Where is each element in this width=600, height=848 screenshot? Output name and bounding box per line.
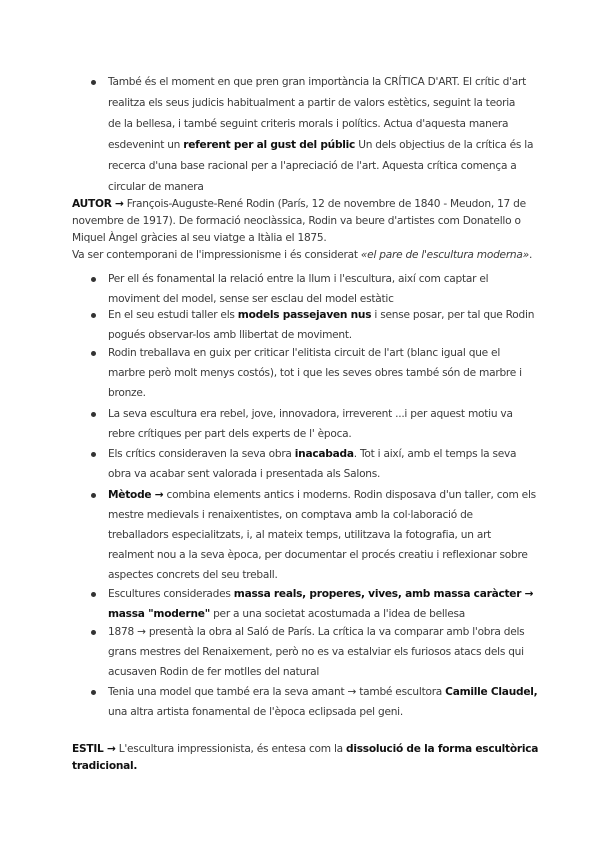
text-line: rebre crítiques per part dels experts de l' època. <box>108 428 352 440</box>
text-line: Rodin treballava en guix per criticar l'elitista circuit de l'art (blanc igual que el <box>108 347 501 359</box>
bullet-dot <box>91 412 96 417</box>
text-line: una altra artista fonamental de l'època eclipsada pel geni. <box>108 706 403 718</box>
text-line: mestre medievals i renaixentistes, on comptava amb la col·laboració de <box>108 509 473 521</box>
text-line: També és el moment en que pren gran importància la CRÍTICA D'ART. El crític d'art <box>108 76 527 88</box>
bold-term: Camille Claudel, <box>445 686 538 698</box>
bullet-dot <box>91 630 96 635</box>
text-line: treballadors especialitzats, i, al mateix temps, utilitzava la fotografia, un art <box>108 529 492 541</box>
text-line: La seva escultura era rebel, jove, innovadora, irreverent ...i per aquest motiu va <box>108 408 513 420</box>
text-line: Els crítics consideraven la seva obra inacabada. Tot i així, amb el temps la seva <box>108 448 517 460</box>
text-line: massa "moderne" per a una societat acostumada a l'idea de bellesa <box>108 608 466 620</box>
text-line: En el seu estudi taller els models passejaven nus i sense posar, per tal que Rodin <box>108 309 535 321</box>
italic-quote: «el pare de l'escultura moderna» <box>360 249 529 261</box>
bold-term: dissolució de la forma escultòrica <box>346 743 539 755</box>
text-line: aspectes concrets del seu treball. <box>108 569 278 581</box>
text-line: circular de manera <box>108 181 204 193</box>
estil-label: ESTIL → <box>72 743 116 755</box>
bullet-dot <box>91 592 96 597</box>
text-line: Va ser contemporani de l'impressionisme i és considerat «el pare de l'escultura moderna». <box>72 249 533 261</box>
text-line: AUTOR → François-Auguste-René Rodin (París, 12 de novembre de 1840 - Meudon, 17 de <box>72 198 526 210</box>
text-line: ESTIL → L'escultura impressionista, és entesa com la dissolució de la forma escultòrica <box>72 743 539 755</box>
bold-term: models passejaven nus <box>237 309 372 321</box>
text-line: Per ell és fonamental la relació entre la llum i l'escultura, així com captar el <box>108 273 489 285</box>
text-line: novembre de 1917). De formació neoclàssica, Rodin va beure d'artistes com Donatello o <box>72 215 521 227</box>
bold-term: Mètode → <box>108 489 164 501</box>
bold-term: inacabada <box>294 448 354 460</box>
text-line: de la bellesa, i també seguint criteris morals i polítics. Actua d'aquesta manera <box>108 118 509 130</box>
text-line: 1878 → presentà la obra al Saló de París. La crítica la va comparar amb l'obra dels <box>108 626 525 638</box>
text-line: recerca d'una base racional per a l'apreciació de l'art. Aquesta crítica comença a <box>108 160 517 172</box>
text-line: Tenia una model que també era la seva amant → també escultora Camille Claudel, <box>108 686 538 698</box>
text-line: obra va acabar sent valorada i presentada als Salons. <box>108 468 381 480</box>
text-line: realitza els seus judicis habitualment a partir de valors estètics, seguint la teoria <box>108 97 516 109</box>
text-line: Escultures considerades massa reals, properes, vives, amb massa caràcter → <box>108 588 534 600</box>
text-line: marbre però molt menys costós), tot i que les seves obres també són de marbre i <box>108 367 522 379</box>
bold-term: massa "moderne" <box>108 608 210 620</box>
text-line: pogués observar-los amb llibertat de moviment. <box>108 329 352 341</box>
text-line: grans mestres del Renaixement, però no es va estalviar els furiosos atacs dels qui <box>108 646 524 658</box>
bullet-dot <box>91 690 96 695</box>
text-line: realment nou a la seva època, per documentar el procés creatiu i reflexionar sobre <box>108 549 528 561</box>
text-line: Mètode → combina elements antics i moderns. Rodin disposava d'un taller, com els <box>108 489 536 501</box>
bullet-dot <box>91 493 96 498</box>
author-label: AUTOR → <box>72 198 124 210</box>
bullet-dot <box>91 313 96 318</box>
text-line: bronze. <box>108 387 146 399</box>
bold-term: massa reals, properes, vives, amb massa caràcter → <box>233 588 534 600</box>
bullet-dot <box>91 277 96 282</box>
text-line: moviment del model, sense ser esclau del model estàtic <box>108 293 394 305</box>
bold-term: referent per al gust del públic <box>183 139 356 151</box>
bullet-dot <box>91 80 96 85</box>
text-line: acusaven Rodin de fer motlles del natural <box>108 666 320 678</box>
bullet-dot <box>91 452 96 457</box>
text-line: esdevenint un referent per al gust del públic Un dels objectius de la crítica és la <box>108 139 534 151</box>
text-line: tradicional. <box>72 760 138 772</box>
text-line: Miquel Àngel gràcies al seu viatge a Itàlia el 1875. <box>72 232 327 244</box>
bullet-dot <box>91 351 96 356</box>
